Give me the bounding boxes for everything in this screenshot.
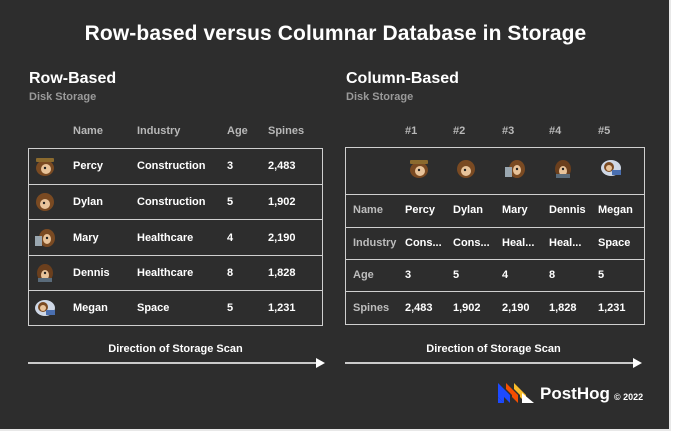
row-cell-name: Dennis [73, 267, 110, 279]
megan-hedgehog-icon [600, 157, 622, 179]
diagram-title: Row-based versus Columnar Database in Storage [84, 22, 587, 45]
col-row-label-age: Age [353, 269, 374, 281]
row-based-title: Row-Based [29, 70, 117, 87]
col-header-1: #1 [405, 125, 418, 137]
row-cell-age: 3 [227, 160, 234, 172]
row-cell-spines: 1,902 [268, 196, 296, 208]
row-header-spines: Spines [268, 125, 305, 137]
col-cell-name: Mary [502, 204, 528, 216]
col-cell-name: Dylan [453, 204, 483, 216]
col-cell-name: Dennis [549, 204, 586, 216]
row-scan-label: Direction of Storage Scan [108, 343, 243, 355]
col-cell-industry: Heal... [549, 237, 582, 249]
col-cell-age: 3 [405, 269, 412, 281]
mary-hedgehog-icon [504, 157, 526, 179]
percy-hedgehog-icon [34, 155, 56, 177]
row-cell-name: Percy [73, 160, 103, 172]
col-cell-age: 4 [502, 269, 509, 281]
col-cell-spines: 1,902 [453, 302, 481, 314]
row-cell-name: Dylan [73, 196, 103, 208]
col-cell-spines: 2,483 [405, 302, 433, 314]
row-cell-spines: 2,483 [268, 160, 296, 172]
row-header-industry: Industry [137, 125, 181, 137]
row-cell-age: 5 [227, 196, 234, 208]
row-cell-industry: Healthcare [137, 232, 194, 244]
column-scan-label: Direction of Storage Scan [426, 343, 561, 355]
brand-name: PostHog [540, 384, 610, 403]
col-row-label-name: Name [353, 204, 383, 216]
col-cell-name: Percy [405, 204, 435, 216]
col-cell-spines: 1,231 [598, 302, 626, 314]
row-cell-industry: Space [137, 302, 170, 314]
col-header-5: #5 [598, 125, 611, 137]
col-cell-industry: Space [598, 237, 631, 249]
megan-hedgehog-icon [34, 297, 56, 319]
row-header-name: Name [73, 125, 103, 137]
percy-hedgehog-icon [408, 157, 430, 179]
col-header-3: #3 [502, 125, 515, 137]
row-cell-industry: Construction [137, 160, 206, 172]
column-based-title: Column-Based [346, 70, 459, 87]
row-scan-arrow-icon [28, 357, 326, 369]
row-cell-age: 8 [227, 267, 234, 279]
copyright: © 2022 [614, 392, 644, 402]
mary-hedgehog-icon [34, 226, 56, 248]
dennis-hedgehog-icon [552, 157, 574, 179]
row-cell-name: Megan [73, 302, 108, 314]
dennis-hedgehog-icon [34, 261, 56, 283]
row-cell-spines: 1,231 [268, 302, 296, 314]
col-cell-spines: 1,828 [549, 302, 577, 314]
col-cell-age: 5 [598, 269, 605, 281]
col-header-2: #2 [453, 125, 466, 137]
col-row-label-spines: Spines [353, 302, 390, 314]
col-header-4: #4 [549, 125, 562, 137]
col-cell-name: Megan [598, 204, 633, 216]
col-cell-age: 5 [453, 269, 460, 281]
column-based-subtitle: Disk Storage [346, 91, 414, 103]
col-cell-age: 8 [549, 269, 556, 281]
row-cell-age: 4 [227, 232, 234, 244]
row-cell-industry: Healthcare [137, 267, 194, 279]
row-based-subtitle: Disk Storage [29, 91, 97, 103]
column-scan-arrow-icon [345, 357, 643, 369]
col-cell-industry: Heal... [502, 237, 535, 249]
col-cell-spines: 2,190 [502, 302, 530, 314]
row-cell-spines: 1,828 [268, 267, 296, 279]
dylan-hedgehog-icon [34, 190, 56, 212]
row-cell-industry: Construction [137, 196, 206, 208]
row-cell-age: 5 [227, 302, 234, 314]
col-row-label-industry: Industry [353, 237, 397, 249]
col-cell-industry: Cons... [405, 237, 442, 249]
row-header-age: Age [227, 125, 248, 137]
dylan-hedgehog-icon [455, 157, 477, 179]
posthog-logo-icon [498, 383, 534, 403]
row-cell-spines: 2,190 [268, 232, 296, 244]
col-cell-industry: Cons... [453, 237, 490, 249]
row-cell-name: Mary [73, 232, 99, 244]
